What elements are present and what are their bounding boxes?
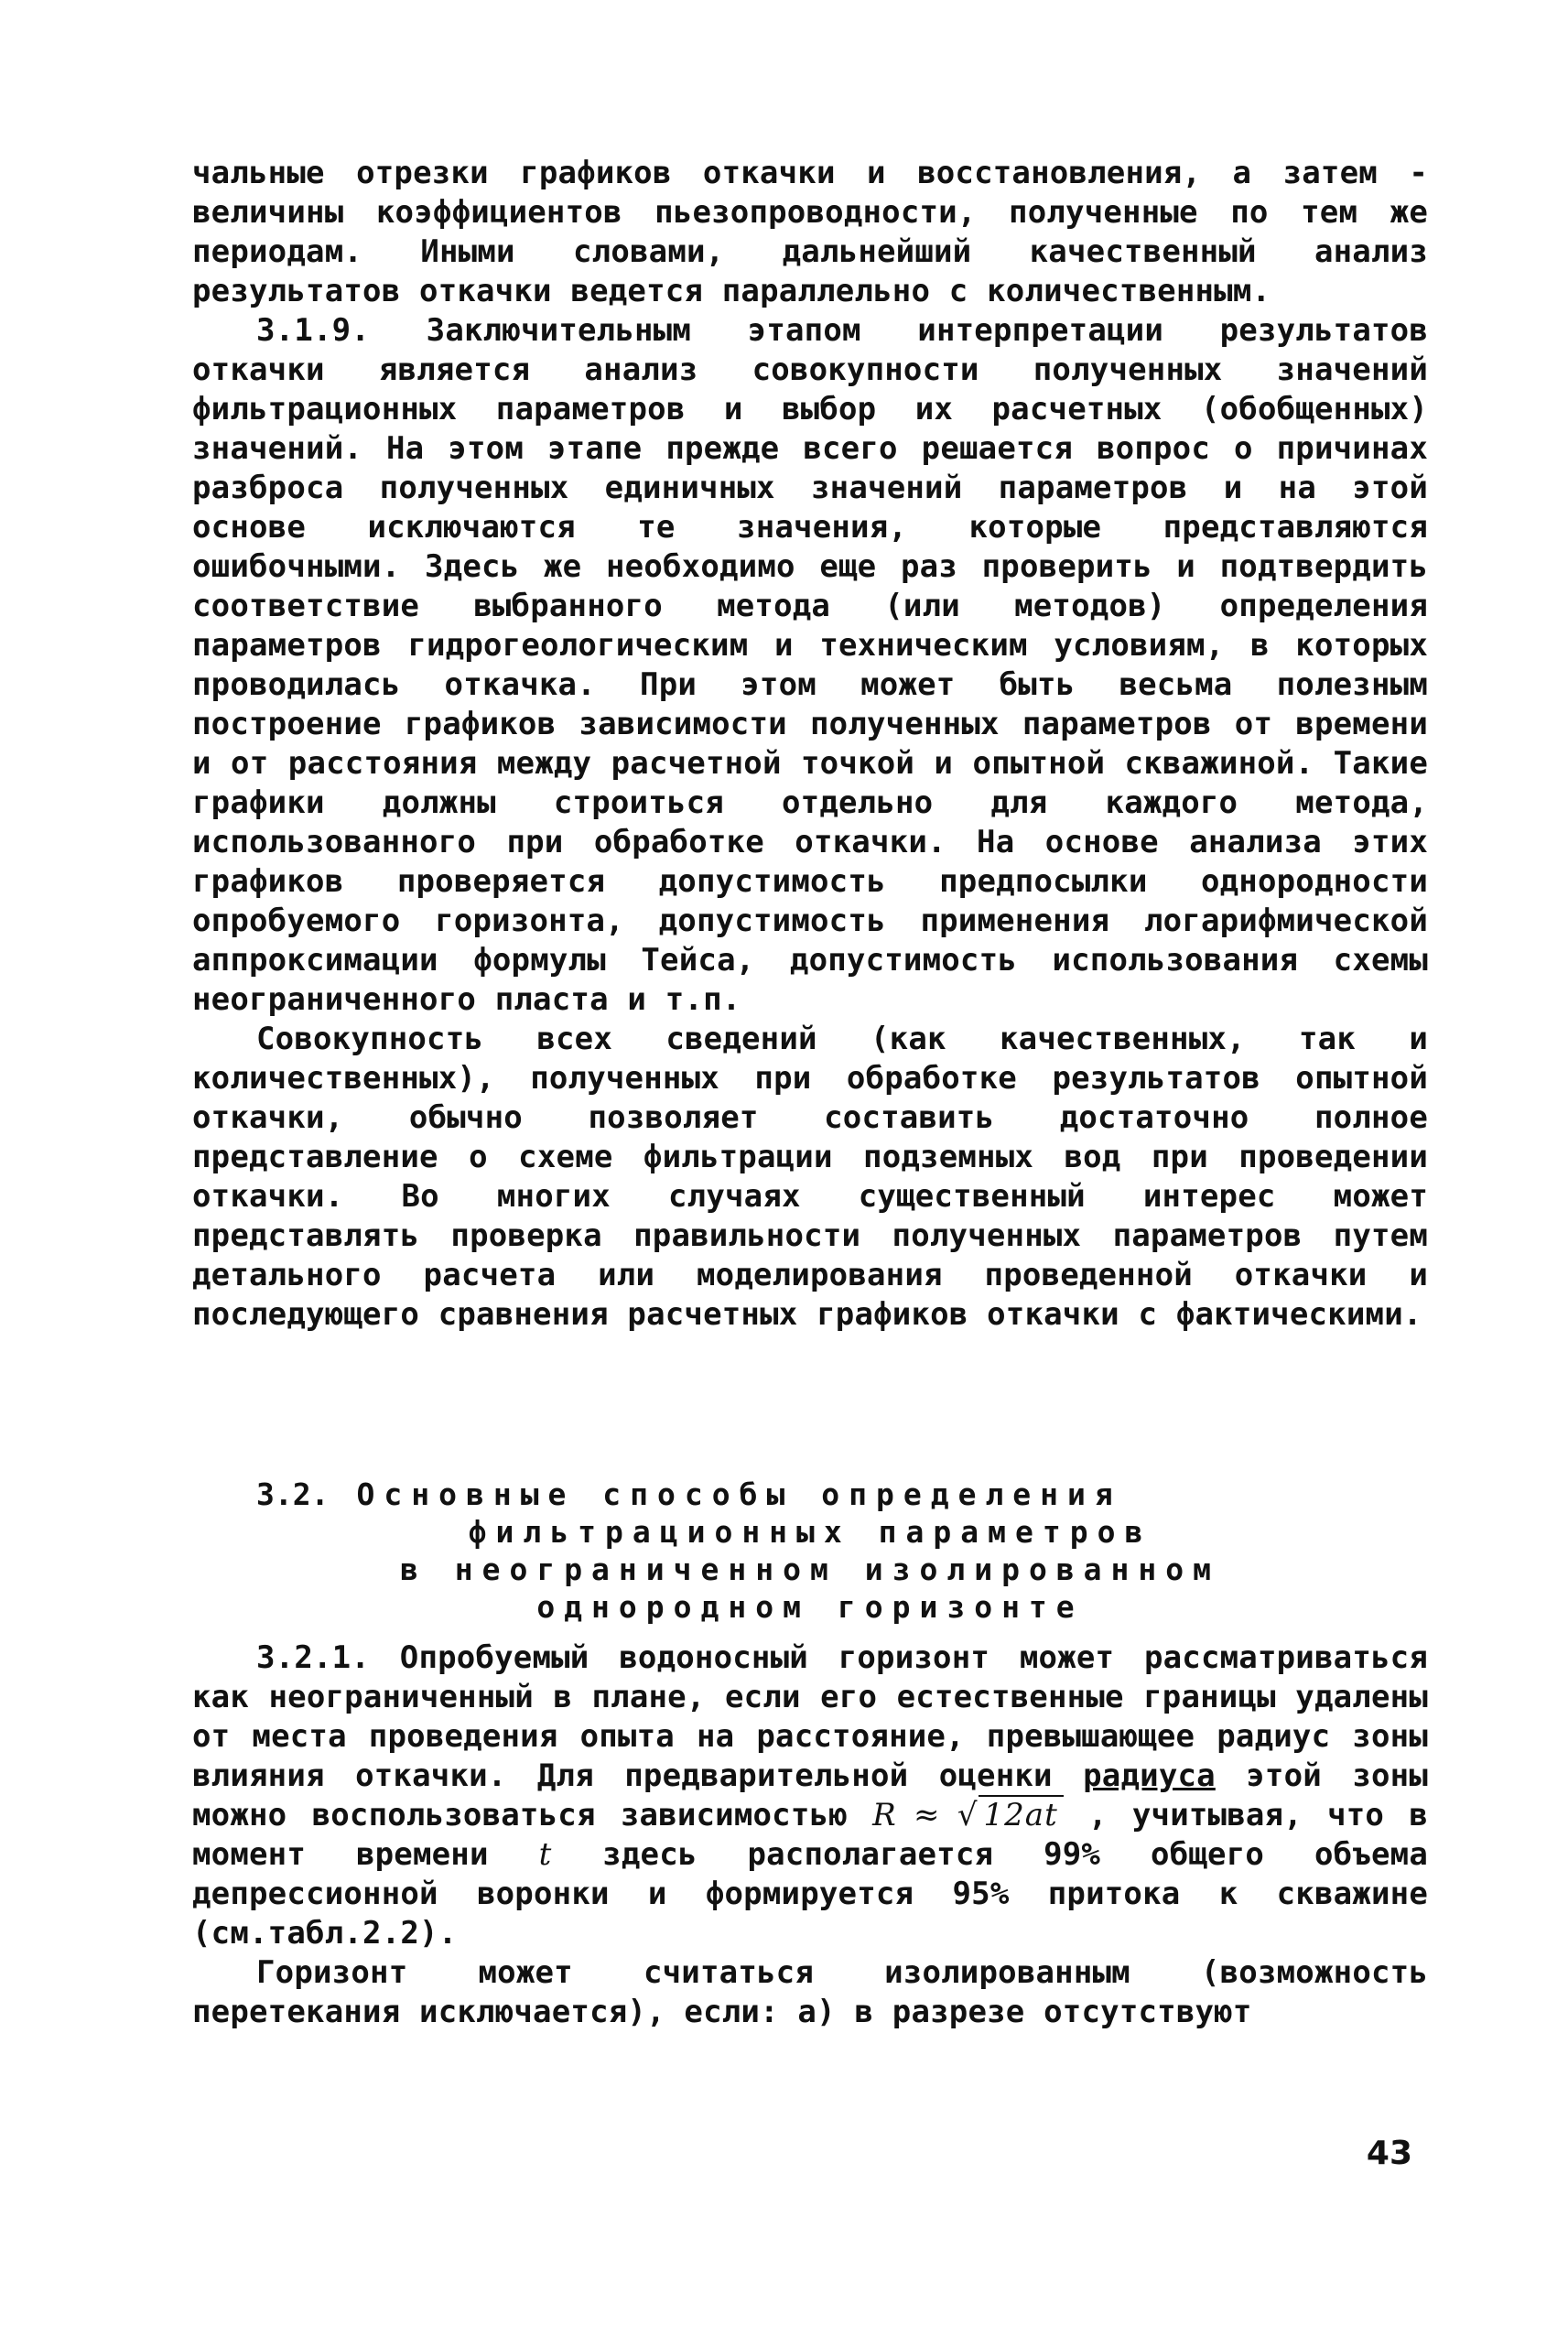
text-block-lower: [192, 1638, 1428, 2032]
time-symbol: t: [538, 1836, 553, 1873]
heading-line-2: фильтрационных параметров: [468, 1514, 1152, 1550]
p321-text-2: этой зоны можно воспользоваться зависимостью: [192, 1757, 1429, 1833]
heading-line-4: однородном горизонте: [536, 1589, 1084, 1625]
p321-underlined-word: радиуса: [1083, 1757, 1216, 1794]
heading-text-1: Основные способы определения: [356, 1476, 1122, 1512]
paragraph-isolated-horizon: Горизонт может считаться изолированным (возможность перетекания исключается), если: а) в разрезе отсутствуют: [192, 1954, 1428, 2030]
paragraph-summary: Совокупность всех сведений (как качественных, так и количественных), полученных при обработке результатов опытной откачки, обычно позволяет составить достаточно полное представление о схеме фильтрации подземных вод при проведении откачки. Во многих случаях существенный интерес может представлять проверка правильности полученных параметров путем детального расчета или моделирования проведенной откачки и последующего сравнения расчетных графиков откачки с фактическими.: [192, 1021, 1428, 1333]
heading-line-3: в неограниченном изолированном: [399, 1552, 1221, 1587]
paragraph-3-1-9: 3.1.9. Заключительным этапом интерпретации результатов откачки является анализ совокупности полученных значений фильтрационных параметров и выбор их расчетных (обобщенных) значений. На этом этапе прежде всего решается вопрос о причинах разброса полученных единичных значений параметров и на этой основе исключаются те значения, которые представляются ошибочными. Здесь же необходимо еще раз проверить и подтвердить соответствие выбранного метода (или методов) определения параметров гидрогеологическим и техническим условиям, в которых проводилась откачка. При этом может быть весьма полезным построение графиков зависимости полученных параметров от времени и от расстояния между расчетной точкой и опытной скважиной. Такие графики должны строиться отдельно для каждого метода, использованного при обработке откачки. На основе анализа этих графиков проверяется допустимость предпосылки однородности опробуемого горизонта, допустимость применения логарифмической аппроксимации формулы Тейса, допустимость использования схемы неограниченного пласта и т.п.: [192, 312, 1428, 1018]
paragraph-continuation: чальные отрезки графиков откачки и восстановления, а затем - величины коэффициентов пьезопроводности, полученные по тем же периодам. Иными словами, дальнейший качественный анализ результатов откачки ведется параллельно с количественным.: [192, 155, 1428, 309]
formula-lhs: R ≈: [872, 1797, 957, 1833]
p321-text-4: здесь располагается 99% общего объема депрессионной воронки и формируется 95% притока к скважине (см.табл.2.2).: [192, 1836, 1429, 1952]
section-heading-3-2: [192, 1476, 1428, 1626]
section-number: 3.2.: [256, 1476, 330, 1512]
paragraph-3-2-1: [192, 1638, 1428, 1953]
formula-radicand: 12at: [979, 1795, 1064, 1833]
p321-text-3: , учитывая, что в момент времени: [192, 1797, 1428, 1873]
radius-formula: R ≈ √ 12at: [872, 1795, 1064, 1833]
heading-line-1: [192, 1476, 1428, 1513]
page-number: 43: [1366, 2135, 1412, 2172]
text-block-upper: [192, 154, 1428, 1335]
p321-text-1: 3.2.1. Опробуемый водоносный горизонт может рассматриваться как неограниченный в плане, если его естественные границы удалены от места проведения опыта на расстояние, превышающее радиус зоны влияния откачки. Для предварительной оценки: [192, 1639, 1428, 1794]
